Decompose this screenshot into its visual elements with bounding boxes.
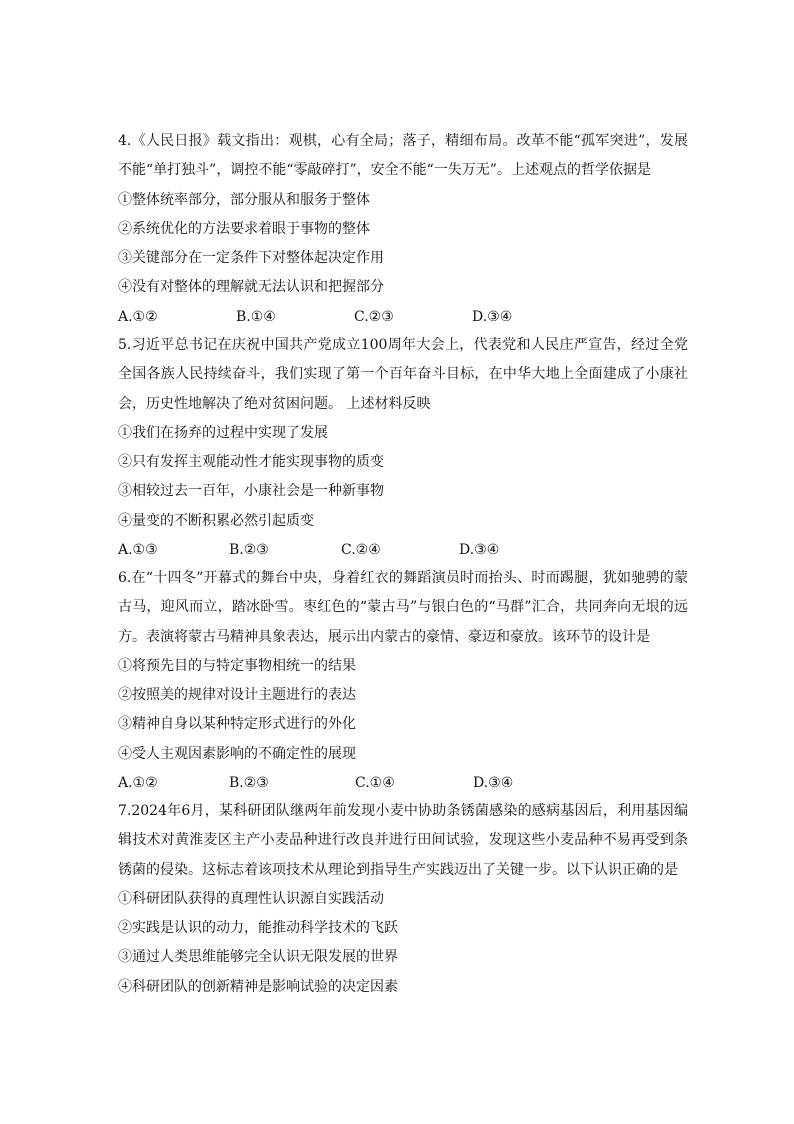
statement-item: ④受人主观因素影响的不确定性的展现 <box>118 745 356 762</box>
option-a: A.①② <box>118 775 158 792</box>
option-c: C.②③ <box>354 308 394 325</box>
answer-options <box>118 769 688 798</box>
statement-item: ③通过人类思维能够完全认识无限发展的世界 <box>118 949 398 966</box>
statement-item: ④量变的不断积累必然引起质变 <box>118 512 314 529</box>
answer-options <box>118 536 688 565</box>
question-stem: 7.2024年6月，某科研团队继两年前发现小麦中协助条锈菌感染的感病基因后，利用基因编辑技术对黄淮麦区主产小麦品种进行改良并进行田间试验，发现这些小麦品种不易再受到条锈菌的侵染。这标志着该项技术从理论到指导生产实践迈出了关键一步。以下认识正确的是 <box>118 803 688 878</box>
statement-item: ③关键部分在一定条件下对整体起决定作用 <box>118 250 384 267</box>
statement-item: ②按照美的规律对设计主题进行的表达 <box>118 687 356 704</box>
option-b: B.②③ <box>229 542 269 559</box>
question-7 <box>118 797 688 1002</box>
question-stem: 5.习近平总书记在庆祝中国共产党成立100周年大会上，代表党和人民庄严宣告，经过全党全国各族人民持续奋斗，我们实现了第一个百年奋斗目标，在中华大地上全面建成了小康社会，历史性地解决了绝对贫困问题。 上述材料反映 <box>118 337 688 412</box>
statement-item: ③相较过去一百年，小康社会是一种新事物 <box>118 483 384 500</box>
statement-item: ②只有发挥主观能动性才能实现事物的质变 <box>118 454 384 471</box>
question-5 <box>118 331 688 565</box>
statement-item: ②实践是认识的动力，能推动科学技术的飞跃 <box>118 920 398 937</box>
option-d: D.③④ <box>473 775 514 792</box>
option-c: C.①④ <box>355 775 395 792</box>
statement-item: ③精神自身以某种特定形式进行的外化 <box>118 716 356 733</box>
option-d: D.③④ <box>459 542 500 559</box>
statement-item: ①将预先目的与特定事物相统一的结果 <box>118 657 356 674</box>
option-c: C.②④ <box>341 542 381 559</box>
statement-item: ④科研团队的创新精神是影响试验的决定因素 <box>118 978 398 995</box>
option-b: B.①④ <box>236 308 276 325</box>
question-stem: 6.在“十四冬”开幕式的舞台中央，身着红衣的舞蹈演员时而抬头、时而踢腿，犹如驰骋的蒙古马，迎风而立，踏冰卧雪。枣红色的“蒙古马”与银白色的“马群”汇合，共同奔向无垠的远方。表演将蒙古马精神具象表达，展示出内蒙古的豪情、豪迈和豪放。该环节的设计是 <box>118 570 688 645</box>
option-d: D.③④ <box>472 308 513 325</box>
option-a: A.①③ <box>118 542 158 559</box>
question-stem: 4.《人民日报》载文指出：观棋，心有全局；落子，精细布局。改革不能“孤军突进”，发展不能“单打独斗”，调控不能“零敲碎打”，安全不能“一失万无”。上述观点的哲学依据是 <box>118 133 688 179</box>
option-a: A.①② <box>118 308 158 325</box>
question-6 <box>118 564 688 798</box>
option-b: B.②③ <box>229 775 269 792</box>
answer-options <box>118 303 688 332</box>
statement-item: ②系统优化的方法要求着眼于事物的整体 <box>118 220 370 237</box>
statement-item: ①整体统率部分，部分服从和服务于整体 <box>118 191 370 208</box>
statement-item: ④没有对整体的理解就无法认识和把握部分 <box>118 279 384 296</box>
statement-item: ①我们在扬弃的过程中实现了发展 <box>118 424 328 441</box>
question-4 <box>118 127 688 332</box>
statement-item: ①科研团队获得的真理性认识源自实践活动 <box>118 890 384 907</box>
